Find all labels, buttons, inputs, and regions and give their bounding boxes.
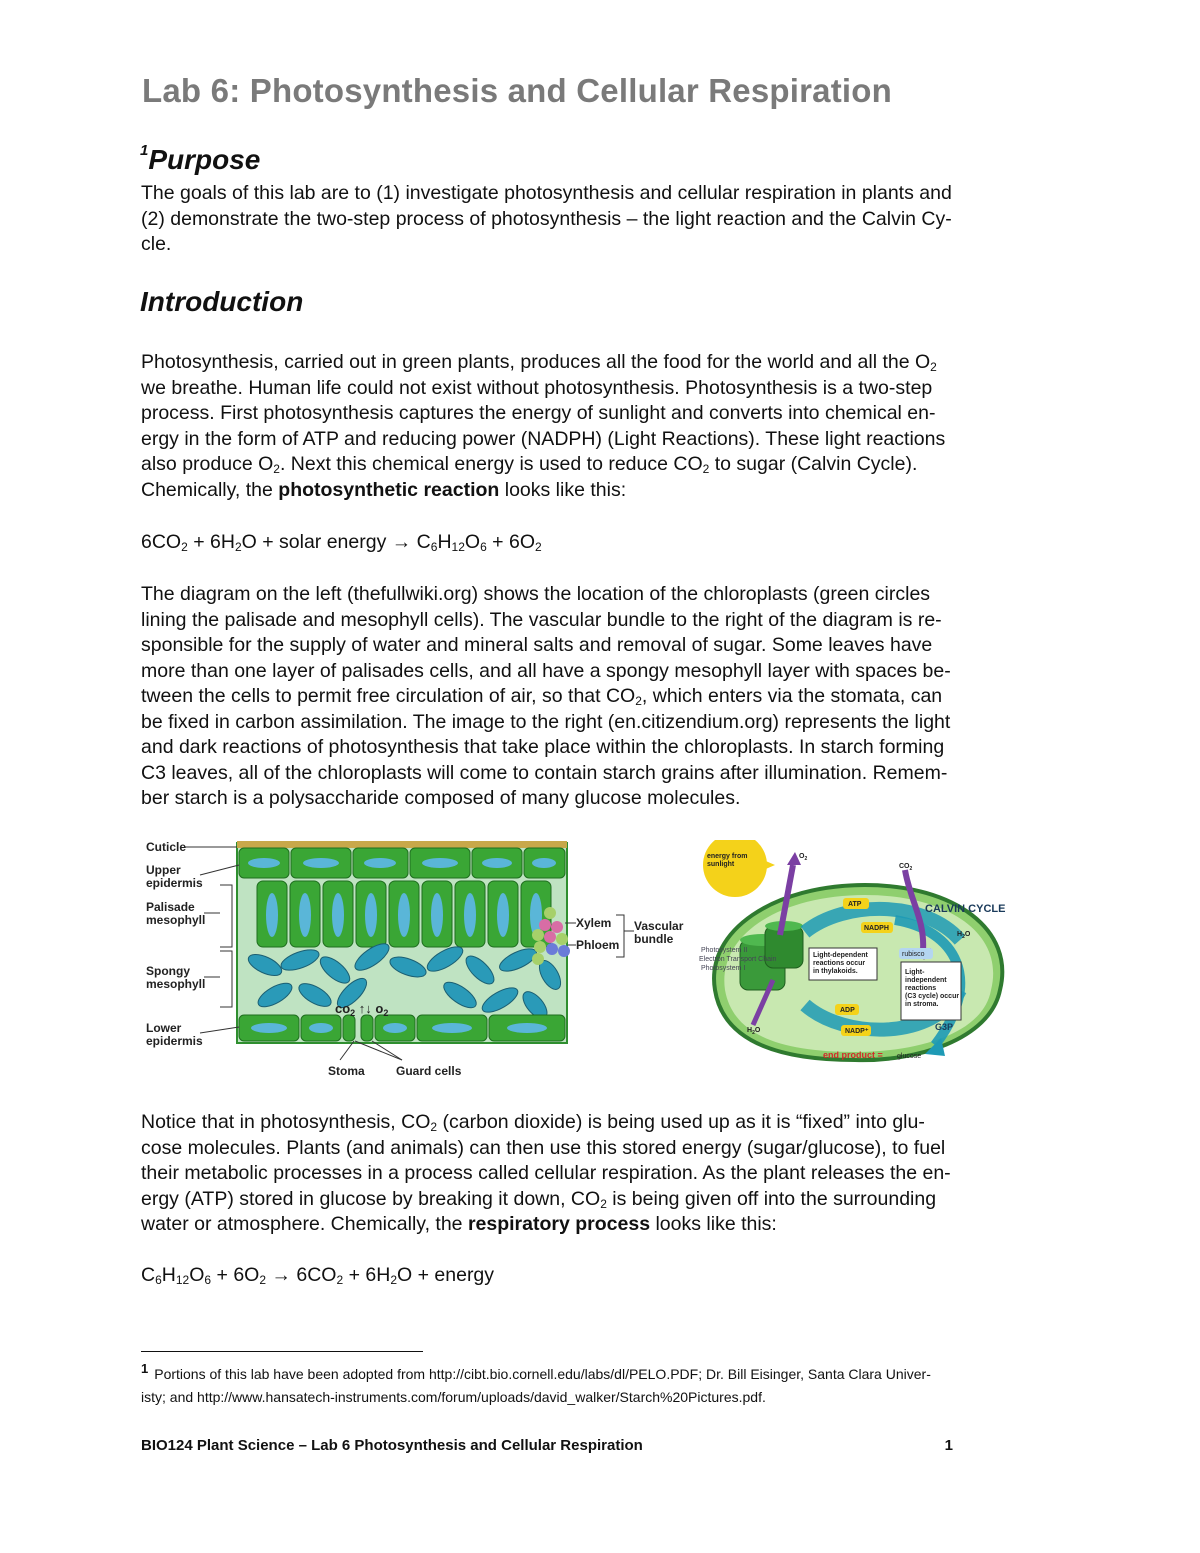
text-line: cose molecules. Plants (and animals) can then use this stored energy (sugar/glucose), to fuel (141, 1136, 946, 1159)
page-number: 1 (944, 1437, 953, 1454)
page-title: Lab 6: Photosynthesis and Cellular Respiration (142, 72, 893, 109)
text-line: and dark reactions of photosynthesis that take place within the chloroplasts. In starch forming (141, 736, 945, 758)
arrow-icon: → (266, 1264, 297, 1286)
lower-epidermis-cells (239, 1015, 565, 1041)
arrow-icon: → (391, 531, 412, 553)
palisade-cells (257, 881, 551, 947)
label-light-independent: Light-independent reactions (C3 cycle) occur in stroma. (905, 969, 960, 1008)
page-footer (141, 1437, 953, 1454)
bold-term: respiratory process (467, 1213, 651, 1235)
footer-text: BIO124 Plant Science – Lab 6 Photosynthesis and Cellular Respiration (141, 1437, 643, 1454)
label-vascular-bundle: Vascular bundle (634, 919, 684, 946)
label-palisade-mesophyll: Palisade mesophyll (146, 900, 206, 927)
gas-exchange-label: $co_2$ ↑↓ $o_2$ (335, 1001, 389, 1018)
text-line: (2) demonstrate the two-step process of photosynthesis – the light reaction and the Calvin Cy- (141, 207, 952, 230)
label-glucose: glucose (897, 1053, 922, 1060)
text-line: Notice that in photosynthesis, $CO_2$ (carbon dioxide) is being used up as it is “fixed” into glu- (141, 1111, 925, 1134)
label-phloem: Phloem (576, 938, 620, 952)
respiration-paragraph (141, 1110, 1061, 1238)
text-line: Photosynthesis, carried out in green plants, produces all the food for the world and all the $O_2$ (141, 351, 937, 374)
photosynthesis-equation: $6CO_2 + 6H_2O$ + solar energy → $C_6H_{12}O_6 + 6O_2$ (141, 531, 542, 554)
text-line: The goals of this lab are to (1) investigate photosynthesis and cellular respiration in plants and (141, 182, 952, 204)
label-guard-cells: Guard cells (396, 1064, 462, 1078)
label-atp: ATP (848, 901, 862, 908)
text-line: water or atmosphere. Chemically, the respiratory process looks like this: (141, 1213, 777, 1235)
sun-icon (703, 840, 767, 897)
text-line: C3 leaves, all of the chloroplasts will come to contain starch grains after illumination. Remem- (141, 761, 948, 784)
text-line: isty; and http://www.hansatech-instruments.com/forum/uploads/david_walker/Starch%20Pictures.pdf. (141, 1389, 766, 1405)
purpose-paragraph (141, 181, 1061, 258)
label-cuticle: Cuticle (146, 840, 187, 854)
label-calvin-cycle: CALVIN CYCLE (925, 903, 1006, 915)
intro-paragraph-2 (141, 582, 1061, 812)
text-line: be fixed in carbon assimilation. The image to the right (en.citizendium.org) represents the light (141, 710, 951, 733)
label-h2o-bottom: $H_2O$ (747, 1027, 761, 1036)
label-end-product: end product = (823, 1050, 883, 1060)
label-photosystem: Photosystem II Electron Transport Chain Photosystem I (699, 947, 777, 972)
text-line: ber starch is a polysaccharide composed of many glucose molecules. (141, 787, 741, 809)
footnote-marker: 1 (141, 1361, 149, 1376)
label-xylem: Xylem (576, 916, 612, 930)
label-upper-epidermis: Upper epidermis (146, 863, 203, 890)
cuticle-layer (237, 841, 567, 848)
text-line: process. First photosynthesis captures the energy of sunlight and converts into chemical en- (141, 402, 936, 424)
text-line: Chemically, the photosynthetic reaction looks like this: (141, 478, 627, 501)
chloroplast-diagram-figure (695, 840, 1040, 1070)
text-line: cle. (141, 233, 172, 255)
text-line: tween the cells to permit free circulation of air, so that $CO_2$, which enters via the stomata, can (141, 685, 943, 708)
footnote-separator (141, 1351, 423, 1352)
respiration-equation: $C_6H_{12}O_6 + 6O_2 \to 6CO_2 + 6H_2O$ + energy (141, 1264, 495, 1287)
label-nadph: NADPH (864, 925, 889, 932)
label-spongy-mesophyll: Spongy mesophyll (146, 964, 206, 991)
bold-term: photosynthetic reaction (278, 478, 500, 501)
label-co2: $CO_2$ (899, 863, 913, 872)
footnote-marker: 1 (140, 141, 149, 159)
text-line: more than one layer of palisades cells, and all have a spongy mesophyll layer with spaces be- (141, 659, 951, 682)
text-line: 1 Portions of this lab have been adopted from http://cibt.bio.cornell.edu/labs/dl/PELO.PDF; Dr. Bill Eisinger, Santa Clara Univer- (141, 1361, 931, 1382)
label-energy-sunlight: energy from sunlight (707, 853, 748, 868)
label-g3p: G3P (935, 1022, 954, 1032)
label-adp: ADP (840, 1007, 855, 1014)
intro-paragraph-1 (141, 350, 1061, 503)
text-line: sponsible for the supply of water and mineral salts and removal of sugar. Some leaves have (141, 634, 933, 656)
text-line: we breathe. Human life could not exist without photosynthesis. Photosynthesis is a two-step (141, 376, 933, 399)
upper-epidermis-cells (239, 848, 565, 878)
label-h2o-top: $H_2O$ (957, 931, 971, 940)
text-line: their metabolic processes in a process called cellular respiration. As the plant releases the en- (141, 1162, 951, 1184)
label-o2: $O_2$ (799, 853, 808, 862)
introduction-heading: Introduction (140, 286, 304, 317)
label-lower-epidermis: Lower epidermis (146, 1021, 203, 1048)
label-stoma: Stoma (328, 1064, 365, 1078)
label-rubisco: rubisco (902, 951, 925, 958)
label-light-dependent: Light-dependent reactions occur in thylakoids. (813, 952, 868, 975)
purpose-heading: $^1$Purpose (140, 141, 261, 175)
text-line: lining the palisade and mesophyll cells). The vascular bundle to the right of the diagram is re- (141, 608, 942, 631)
text-line: ergy in the form of ATP and reducing power (NADPH) (Light Reactions). These light reactions (141, 427, 946, 450)
text-line: ergy (ATP) stored in glucose by breaking it down, $CO_2$ is being given off into the surrounding (141, 1187, 937, 1211)
leaf-cross-section-figure (140, 835, 700, 1085)
label-nadp: NADP⁺ (845, 1028, 869, 1035)
text-line: The diagram on the left (thefullwiki.org) shows the location of the chloroplasts (green circles (141, 583, 931, 605)
text-line: also produce $O_2$. Next this chemical energy is used to reduce $CO_2$ to sugar (Calvin Cycle). (141, 453, 918, 476)
footnote (141, 1363, 1061, 1408)
